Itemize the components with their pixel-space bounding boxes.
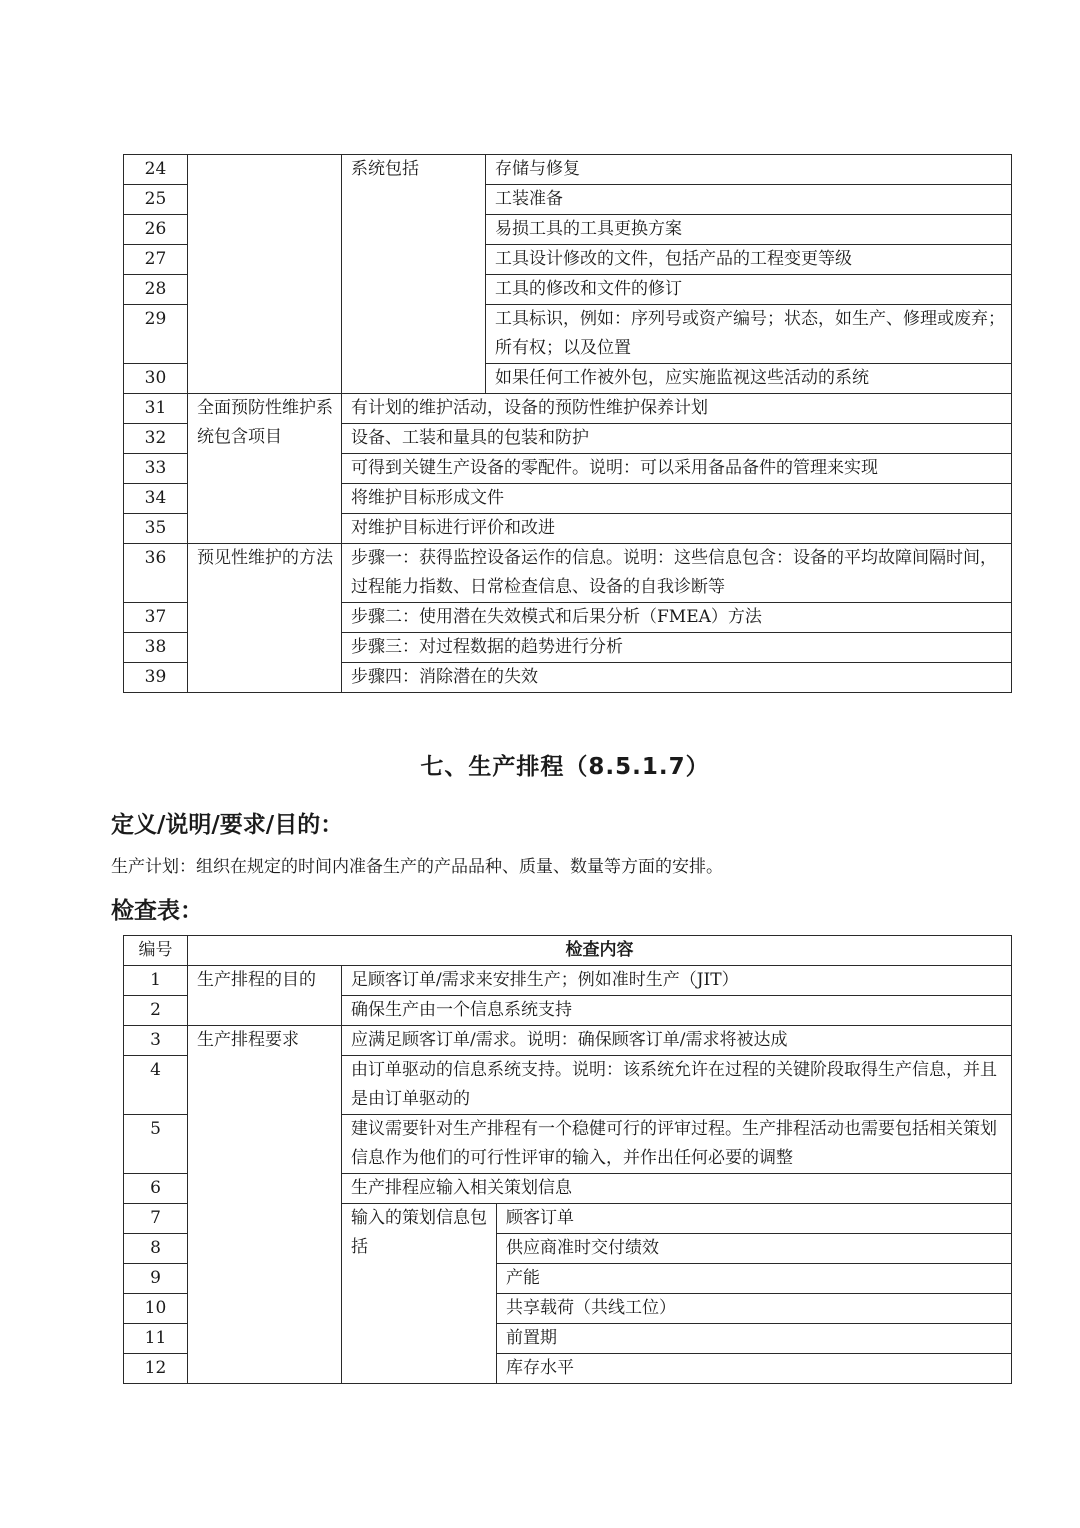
row-text: 工具标识，例如：序列号或资产编号；状态，如生产、修理或废弃；所有权；以及位置 (486, 305, 1012, 364)
row-text: 工装准备 (486, 185, 1012, 215)
row-number: 12 (124, 1354, 188, 1384)
row-number: 4 (124, 1056, 188, 1115)
table-row (124, 155, 1012, 185)
group-label: 预见性维护的方法 (188, 544, 342, 693)
row-number: 7 (124, 1204, 188, 1234)
row-text: 对维护目标进行评价和改进 (342, 514, 1012, 544)
table-row (124, 1026, 1012, 1056)
row-number: 25 (124, 185, 188, 215)
row-number: 5 (124, 1115, 188, 1174)
row-text: 可得到关键生产设备的零配件。说明：可以采用备品备件的管理来实现 (342, 454, 1012, 484)
row-text: 步骤三：对过程数据的趋势进行分析 (342, 633, 1012, 663)
production-scheduling-checklist-table (123, 935, 1012, 1384)
row-text: 步骤一：获得监控设备运作的信息。说明：这些信息包含：设备的平均故障间隔时间，过程能力指数、日常检查信息、设备的自我诊断等 (342, 544, 1012, 603)
table-row (124, 394, 1012, 424)
row-text: 存储与修复 (486, 155, 1012, 185)
row-text: 将维护目标形成文件 (342, 484, 1012, 514)
row-text: 确保生产由一个信息系统支持 (342, 996, 1012, 1026)
table-header-row (124, 936, 1012, 966)
row-text: 供应商准时交付绩效 (497, 1234, 1012, 1264)
row-number: 9 (124, 1264, 188, 1294)
row-text: 建议需要针对生产排程有一个稳健可行的评审过程。生产排程活动也需要包括相关策划信息作为他们的可行性评审的输入，并作出任何必要的调整 (342, 1115, 1012, 1174)
row-number: 31 (124, 394, 188, 424)
row-text: 设备、工装和量具的包装和防护 (342, 424, 1012, 454)
row-number: 32 (124, 424, 188, 454)
row-number: 1 (124, 966, 188, 996)
row-number: 27 (124, 245, 188, 275)
row-text: 由订单驱动的信息系统支持。说明：该系统允许在过程的关键阶段取得生产信息，并且是由订单驱动的 (342, 1056, 1012, 1115)
subgroup-label: 输入的策划信息包括 (342, 1204, 497, 1384)
definition-heading: 定义/说明/要求/目的： (111, 812, 344, 838)
row-number: 39 (124, 663, 188, 693)
row-text: 前置期 (497, 1324, 1012, 1354)
row-number: 38 (124, 633, 188, 663)
row-number: 28 (124, 275, 188, 305)
row-text: 有计划的维护活动，设备的预防性维护保养计划 (342, 394, 1012, 424)
maintenance-checklist-table (123, 154, 1012, 693)
group-label: 生产排程的目的 (188, 966, 342, 1026)
row-number: 36 (124, 544, 188, 603)
row-number: 6 (124, 1174, 188, 1204)
subgroup-label: 系统包括 (342, 155, 486, 394)
header-number: 编号 (124, 936, 188, 966)
row-number: 10 (124, 1294, 188, 1324)
row-text: 足顾客订单/需求来安排生产；例如准时生产（JIT） (342, 966, 1012, 996)
row-text: 易损工具的工具更换方案 (486, 215, 1012, 245)
row-text: 步骤二：使用潜在失效模式和后果分析（FMEA）方法 (342, 603, 1012, 633)
row-text: 工具设计修改的文件，包括产品的工程变更等级 (486, 245, 1012, 275)
row-number: 26 (124, 215, 188, 245)
row-text: 应满足顾客订单/需求。说明：确保顾客订单/需求将被达成 (342, 1026, 1012, 1056)
group-label: 全面预防性维护系统包含项目 (188, 394, 342, 544)
row-number: 2 (124, 996, 188, 1026)
header-content: 检查内容 (188, 936, 1012, 966)
table-row (124, 966, 1012, 996)
row-number: 8 (124, 1234, 188, 1264)
row-number: 24 (124, 155, 188, 185)
row-number: 34 (124, 484, 188, 514)
row-text: 顾客订单 (497, 1204, 1012, 1234)
row-text: 产能 (497, 1264, 1012, 1294)
definition-text: 生产计划：组织在规定的时间内准备生产的产品品种、质量、数量等方面的安排。 (111, 857, 723, 877)
row-number: 3 (124, 1026, 188, 1056)
checklist-heading: 检查表： (111, 898, 203, 924)
group-label (188, 155, 342, 394)
row-text: 库存水平 (497, 1354, 1012, 1384)
row-number: 37 (124, 603, 188, 633)
row-number: 11 (124, 1324, 188, 1354)
table-row (124, 544, 1012, 603)
group-label: 生产排程要求 (188, 1026, 342, 1384)
row-number: 30 (124, 364, 188, 394)
row-text: 共享载荷（共线工位） (497, 1294, 1012, 1324)
row-number: 35 (124, 514, 188, 544)
section-title: 七、生产排程（8.5.1.7） (420, 754, 710, 780)
row-number: 29 (124, 305, 188, 364)
row-text: 工具的修改和文件的修订 (486, 275, 1012, 305)
row-number: 33 (124, 454, 188, 484)
row-text: 生产排程应输入相关策划信息 (342, 1174, 1012, 1204)
row-text: 步骤四：消除潜在的失效 (342, 663, 1012, 693)
row-text: 如果任何工作被外包，应实施监视这些活动的系统 (486, 364, 1012, 394)
